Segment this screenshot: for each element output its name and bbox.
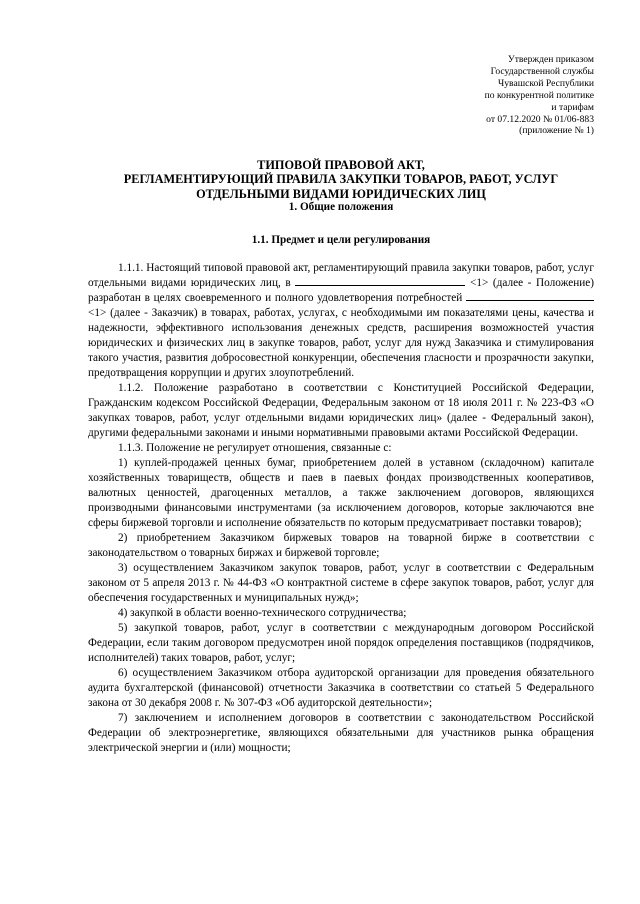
blank-field: [295, 276, 465, 286]
subsection-heading: 1.1. Предмет и цели регулирования: [251, 234, 431, 247]
approval-stamp: [485, 54, 594, 137]
list-item: 7) заключением и исполнением договоров в соответствии с законодательством Российской Федерации об электроэнергетике, являющихся обязательными для участников рынка обращения электрической энергии и (или) мощности;: [88, 712, 594, 755]
list-item: 5) закупкой товаров, работ, услуг в соответствии с международным договором Российской Федерации, если таким договором предусмотрен иной порядок определения поставщиков (подрядчиков, исполнителей) таких товаров, работ, услуг;: [88, 622, 594, 665]
paragraph-1-1-3: 1.1.3. Положение не регулирует отношения, связанные с:: [118, 442, 392, 455]
list-item: 4) закупкой в области военно-технического сотрудничества;: [118, 607, 407, 620]
document-body: [88, 261, 594, 756]
approval-line: и тарифам: [551, 101, 594, 113]
section-heading: 1. Общие положения: [288, 201, 394, 214]
document-title: [88, 158, 594, 201]
approval-line: (приложение № 1): [519, 125, 594, 137]
paragraph-1-1-1: 1.1.1. Настоящий типовой правовой акт, регламентирующий правила закупки товаров, работ, услуг отдельными видами юридических лиц, в <1> (далее - Положение) разработан в целях своевременного и полного удовлетворения потребностей <1> (далее - Заказчик) в товарах, работах, услугах, с необходимыми им показателями цены, качества и надежности, эффективного использования денежных средств, расширения возможностей участия юридических и физических лиц в закупке товаров, работ, услуг для нужд Заказчика и стимулирования такого участия, развития добросовестной конкуренции, обеспечения гласности и прозрачности закупки, предотвращения коррупции и других злоупотреблений.: [88, 262, 595, 380]
approval-line: Утвержден приказом: [507, 54, 594, 65]
list-item: 3) осуществлением Заказчиком закупок товаров, работ, услуг в соответствии с Федеральным законом от 5 апреля 2013 г. № 44-ФЗ «О контрактной системе в сфере закупок товаров, работ, услуг для обеспечения государственных и муниципальных нужд»;: [88, 562, 594, 605]
title-line: ОТДЕЛЬНЫМИ ВИДАМИ ЮРИДИЧЕСКИХ ЛИЦ: [196, 186, 486, 201]
paragraph-1-1-2: 1.1.2. Положение разработано в соответствии с Конституцией Российской Федерации, Гражданским кодексом Российской Федерации, Федеральным законом от 18 июля 2011 г. № 223-ФЗ «О закупках товаров, работ, услуг отдельными видами юридических лиц» (далее - Федеральный закон), другими федеральными законами и иными нормативными правовыми актами Российской Федерации.: [88, 382, 594, 440]
title-line: РЕГЛАМЕНТИРУЮЩИЙ ПРАВИЛА ЗАКУПКИ ТОВАРОВ, РАБОТ, УСЛУГ: [123, 172, 559, 187]
title-line: ТИПОВОЙ ПРАВОВОЙ АКТ,: [257, 158, 425, 172]
list-item: 1) куплей-продажей ценных бумаг, приобретением долей в уставном (складочном) капитале хозяйственных товариществ, обществ и паев в паевых фондах производственных кооперативов, валютных ценностей, драгоценных металлов, а также заключением договоров, являющихся производными финансовыми инструментами (за исключением договоров, которые заключаются вне сферы биржевой торговли и исполнение обязательств по которым предусматривает поставки товаров);: [88, 457, 594, 530]
blank-field: [466, 291, 594, 301]
approval-line: по конкурентной политике: [484, 89, 594, 101]
approval-line: Чувашской Республики: [498, 77, 594, 89]
list-item: 6) осуществлением Заказчиком отбора аудиторской организации для проведения обязательного аудита бухгалтерской (финансовой) отчетности Заказчика в соответствии со статьей 5 Федерального закона от 30 декабря 2008 г. № 307-ФЗ «Об аудиторской деятельности»;: [88, 667, 594, 710]
list-item: 2) приобретением Заказчиком биржевых товаров на товарной бирже в соответствии с законодательством о товарных биржах и биржевой торговле;: [88, 532, 594, 560]
approval-line: Государственной службы: [490, 65, 594, 77]
approval-line: от 07.12.2020 № 01/06-883: [486, 113, 594, 125]
